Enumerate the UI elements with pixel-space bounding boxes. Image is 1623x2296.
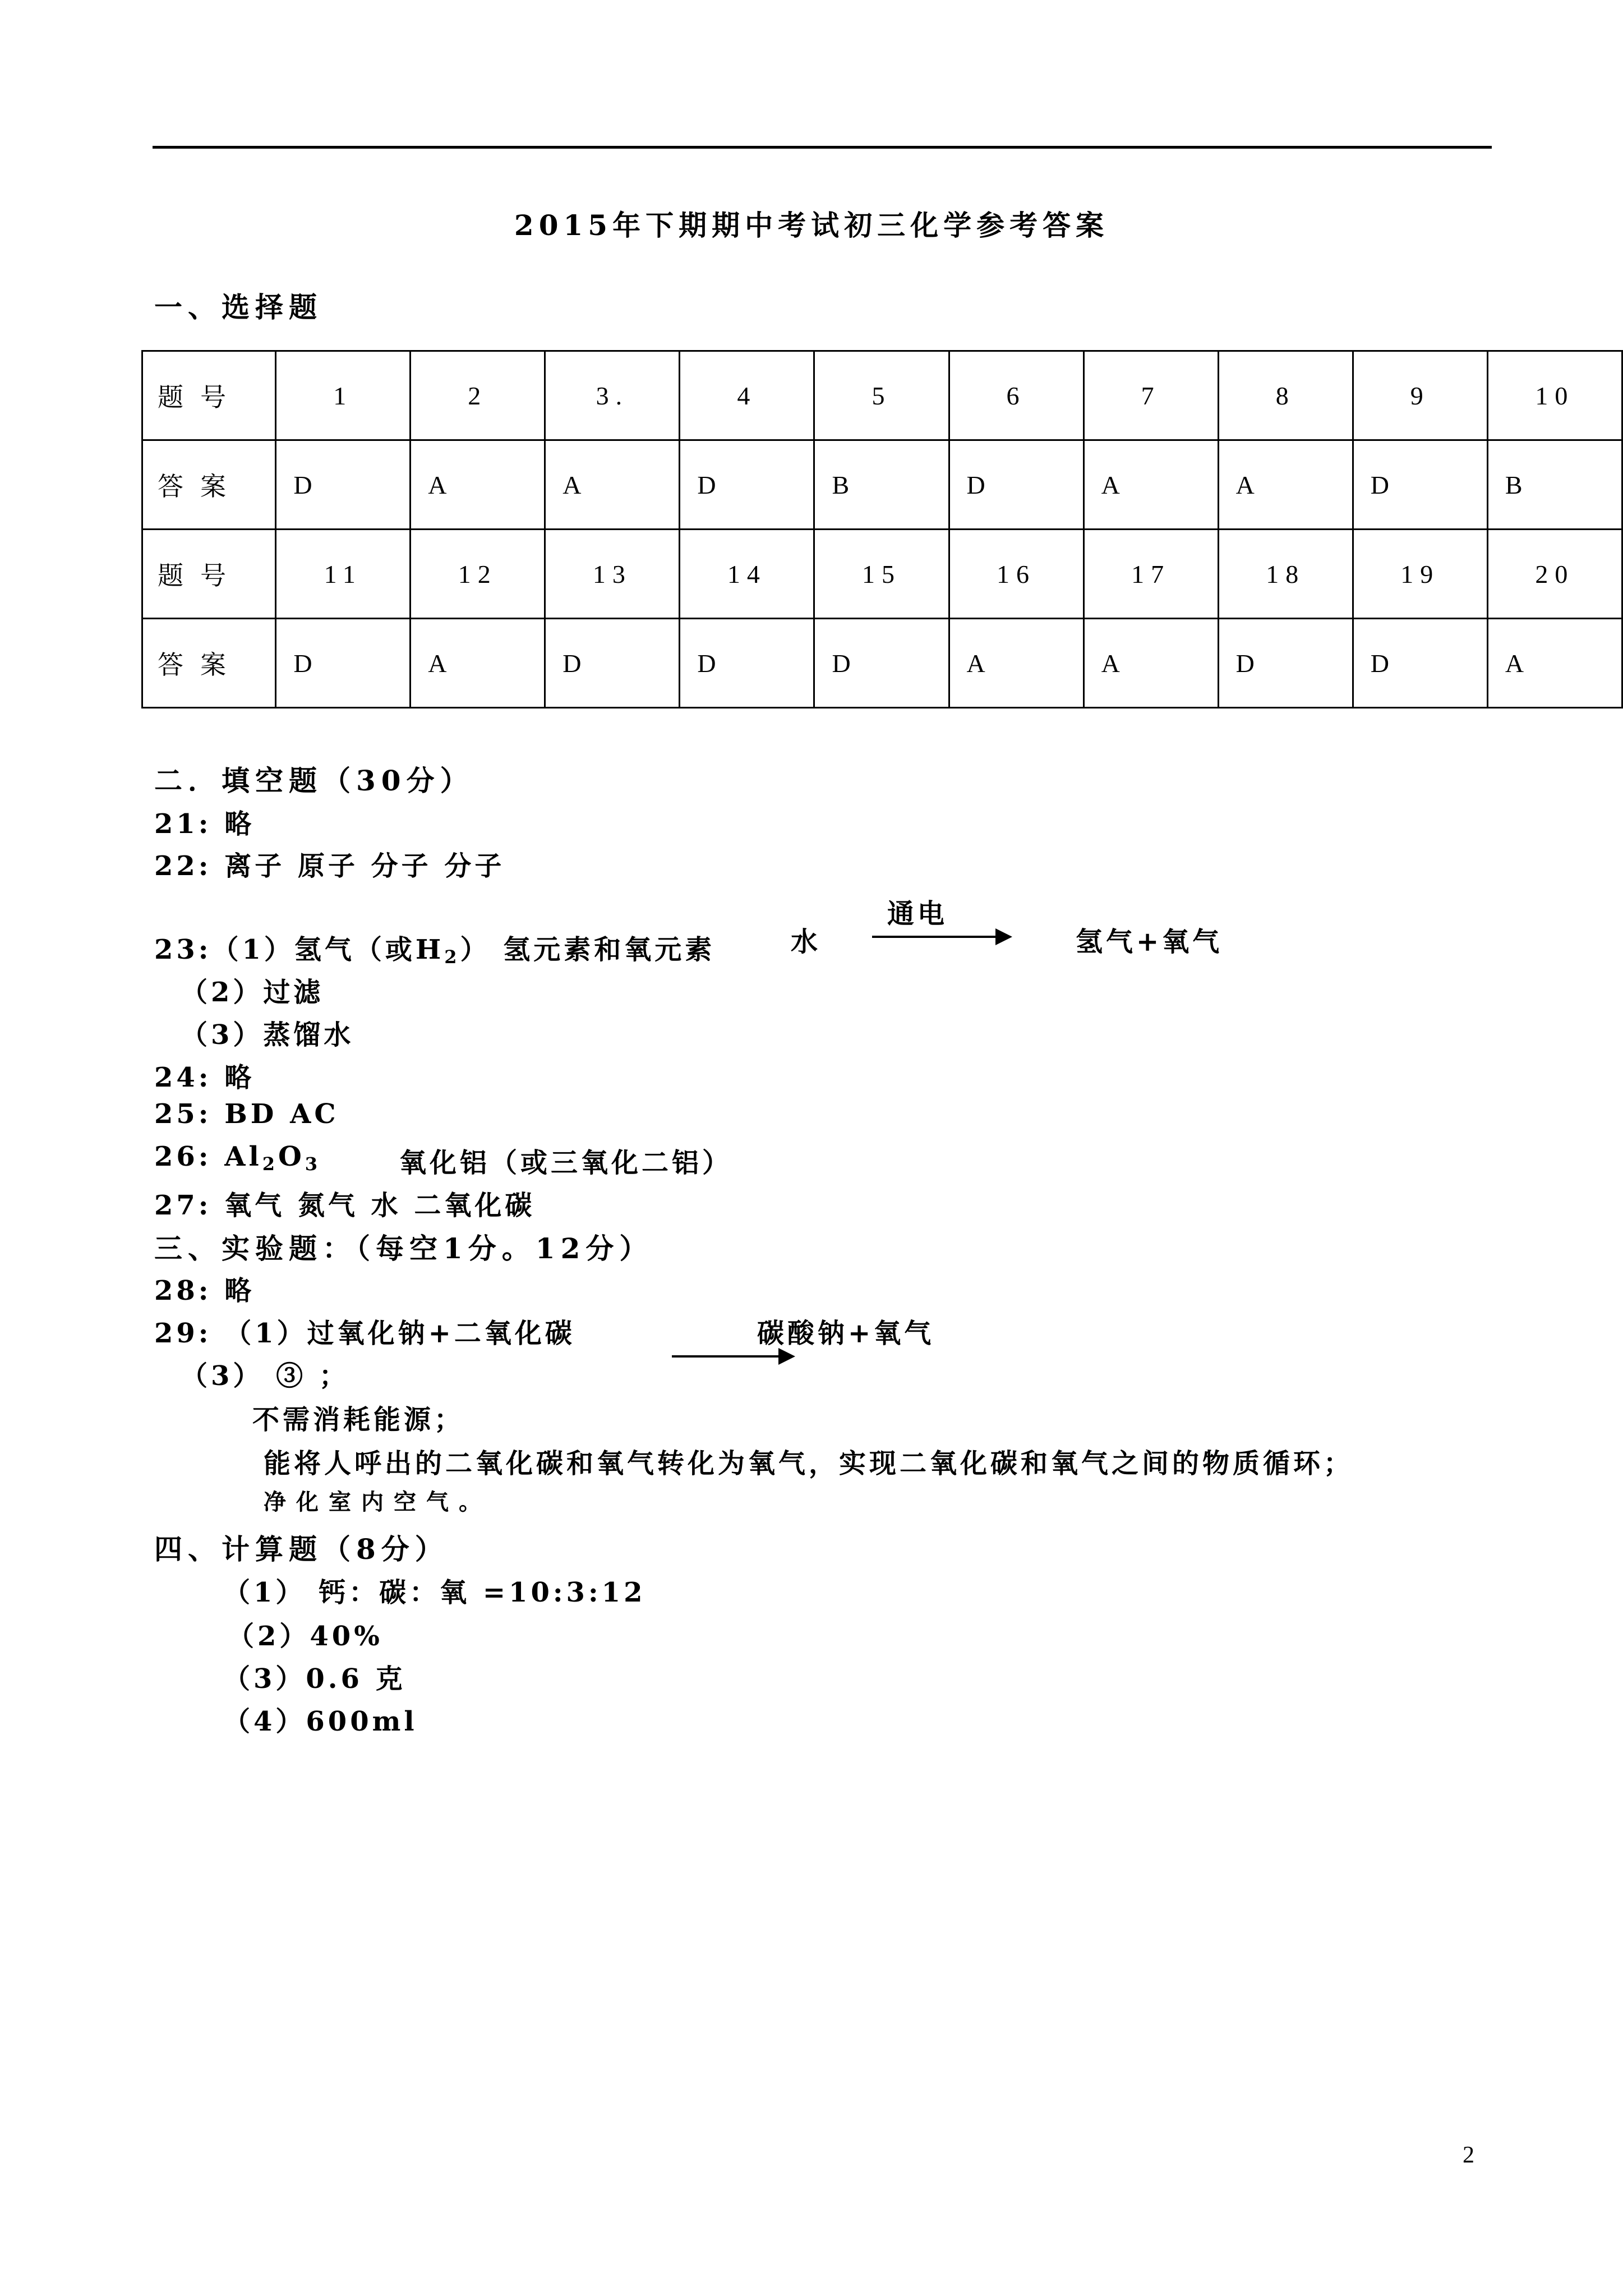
question-number: 6	[949, 351, 1083, 440]
question-number: 5	[814, 351, 949, 440]
question-number: 14	[680, 530, 814, 619]
question-number: 18	[1218, 530, 1353, 619]
question-number: 19	[1353, 530, 1487, 619]
table-row	[142, 440, 1622, 530]
answer-23-2: （2）过滤	[181, 977, 324, 1008]
section-choice-heading: 一、选择题	[154, 291, 322, 324]
answer-29-3b: 能将人呼出的二氧化碳和氧气转化为氧气，实现二氧化碳和氧气之间的物质循环；	[264, 1448, 1354, 1479]
row-label: 答案	[142, 619, 276, 708]
question-number: 17	[1083, 530, 1218, 619]
calc-answer-2: （2）40%	[227, 1621, 383, 1652]
reaction-arrow-29	[672, 1355, 793, 1358]
question-number: 11	[276, 530, 411, 619]
answer-table	[141, 350, 1623, 708]
answer-22: 22: 离子 原子 分子 分子	[154, 850, 505, 882]
answer-cell: D	[545, 619, 680, 708]
page-title: 2015年下期期中考试初三化学参考答案	[514, 209, 1109, 242]
question-number: 3.	[545, 351, 680, 440]
calc-answer-1: （1） 钙：碳：氧 =10:3:12	[223, 1577, 646, 1608]
question-number: 7	[1083, 351, 1218, 440]
answer-cell: D	[276, 440, 411, 530]
answer-cell: A	[411, 440, 545, 530]
row-label: 答案	[142, 440, 276, 530]
question-number: 9	[1353, 351, 1487, 440]
section-calc-heading: 四、计算题（8分）	[154, 1533, 449, 1566]
answer-29-products: 碳酸钠+氧气	[757, 1318, 935, 1349]
question-number: 2	[411, 351, 545, 440]
answer-cell: D	[1353, 440, 1487, 530]
answer-cell: D	[949, 440, 1083, 530]
calc-answer-4: （4）600ml	[223, 1706, 418, 1737]
answer-cell: D	[680, 619, 814, 708]
answer-28: 28: 略	[154, 1275, 255, 1306]
question-number: 13	[545, 530, 680, 619]
answer-cell: A	[1083, 619, 1218, 708]
answer-cell: B	[1487, 440, 1622, 530]
row-label: 题号	[142, 351, 276, 440]
section-experiment-heading: 三、实验题：（每空1分。12分）	[154, 1232, 653, 1265]
calc-answer-3: （3）0.6 克	[223, 1663, 406, 1695]
answer-29-3a: 不需消耗能源；	[252, 1404, 465, 1435]
answer-26: 26: Al2O3	[154, 1141, 321, 1175]
answer-cell: D	[814, 619, 949, 708]
answer-cell: D	[1353, 619, 1487, 708]
answer-cell: A	[1083, 440, 1218, 530]
answer-24: 24: 略	[154, 1062, 255, 1093]
answer-cell: A	[1487, 619, 1622, 708]
question-number: 15	[814, 530, 949, 619]
answer-cell: A	[411, 619, 545, 708]
answer-29-3c: 净化室内空气。	[264, 1489, 491, 1515]
answer-29-3: （3） ③ ；	[181, 1360, 349, 1392]
answer-cell: A	[1218, 440, 1353, 530]
equation-products: 氢气+氧气	[1076, 926, 1223, 958]
equation-condition: 通电	[887, 898, 948, 930]
question-number: 16	[949, 530, 1083, 619]
answer-25: 25: BD AC	[154, 1098, 339, 1130]
answer-23-3: （3）蒸馏水	[181, 1019, 354, 1051]
page-number: 2	[1463, 2142, 1474, 2168]
answer-cell: D	[276, 619, 411, 708]
section-fill-heading: 二．填空题（30分）	[154, 764, 474, 797]
answer-cell: A	[545, 440, 680, 530]
question-number: 8	[1218, 351, 1353, 440]
answer-cell: B	[814, 440, 949, 530]
question-number: 20	[1487, 530, 1622, 619]
reaction-arrow	[872, 936, 1010, 938]
row-label: 题号	[142, 530, 276, 619]
equation-reactant: 水	[791, 926, 822, 958]
answer-21: 21: 略	[154, 808, 255, 840]
question-number: 1	[276, 351, 411, 440]
question-number: 10	[1487, 351, 1622, 440]
answer-cell: D	[1218, 619, 1353, 708]
answer-29-1: 29: （1）过氧化钠+二氧化碳	[154, 1318, 575, 1349]
table-row	[142, 351, 1622, 440]
question-number: 12	[411, 530, 545, 619]
table-row	[142, 619, 1622, 708]
table-row	[142, 530, 1622, 619]
answer-23-1: 23:（1）氢气（或H2） 氢元素和氧元素	[154, 934, 716, 968]
question-number: 4	[680, 351, 814, 440]
header-rule	[153, 146, 1492, 149]
answer-26-name: 氧化铝（或三氧化二铝）	[399, 1147, 733, 1179]
answer-cell: D	[680, 440, 814, 530]
answer-cell: A	[949, 619, 1083, 708]
answer-27: 27: 氧气 氮气 水 二氧化碳	[154, 1190, 536, 1221]
